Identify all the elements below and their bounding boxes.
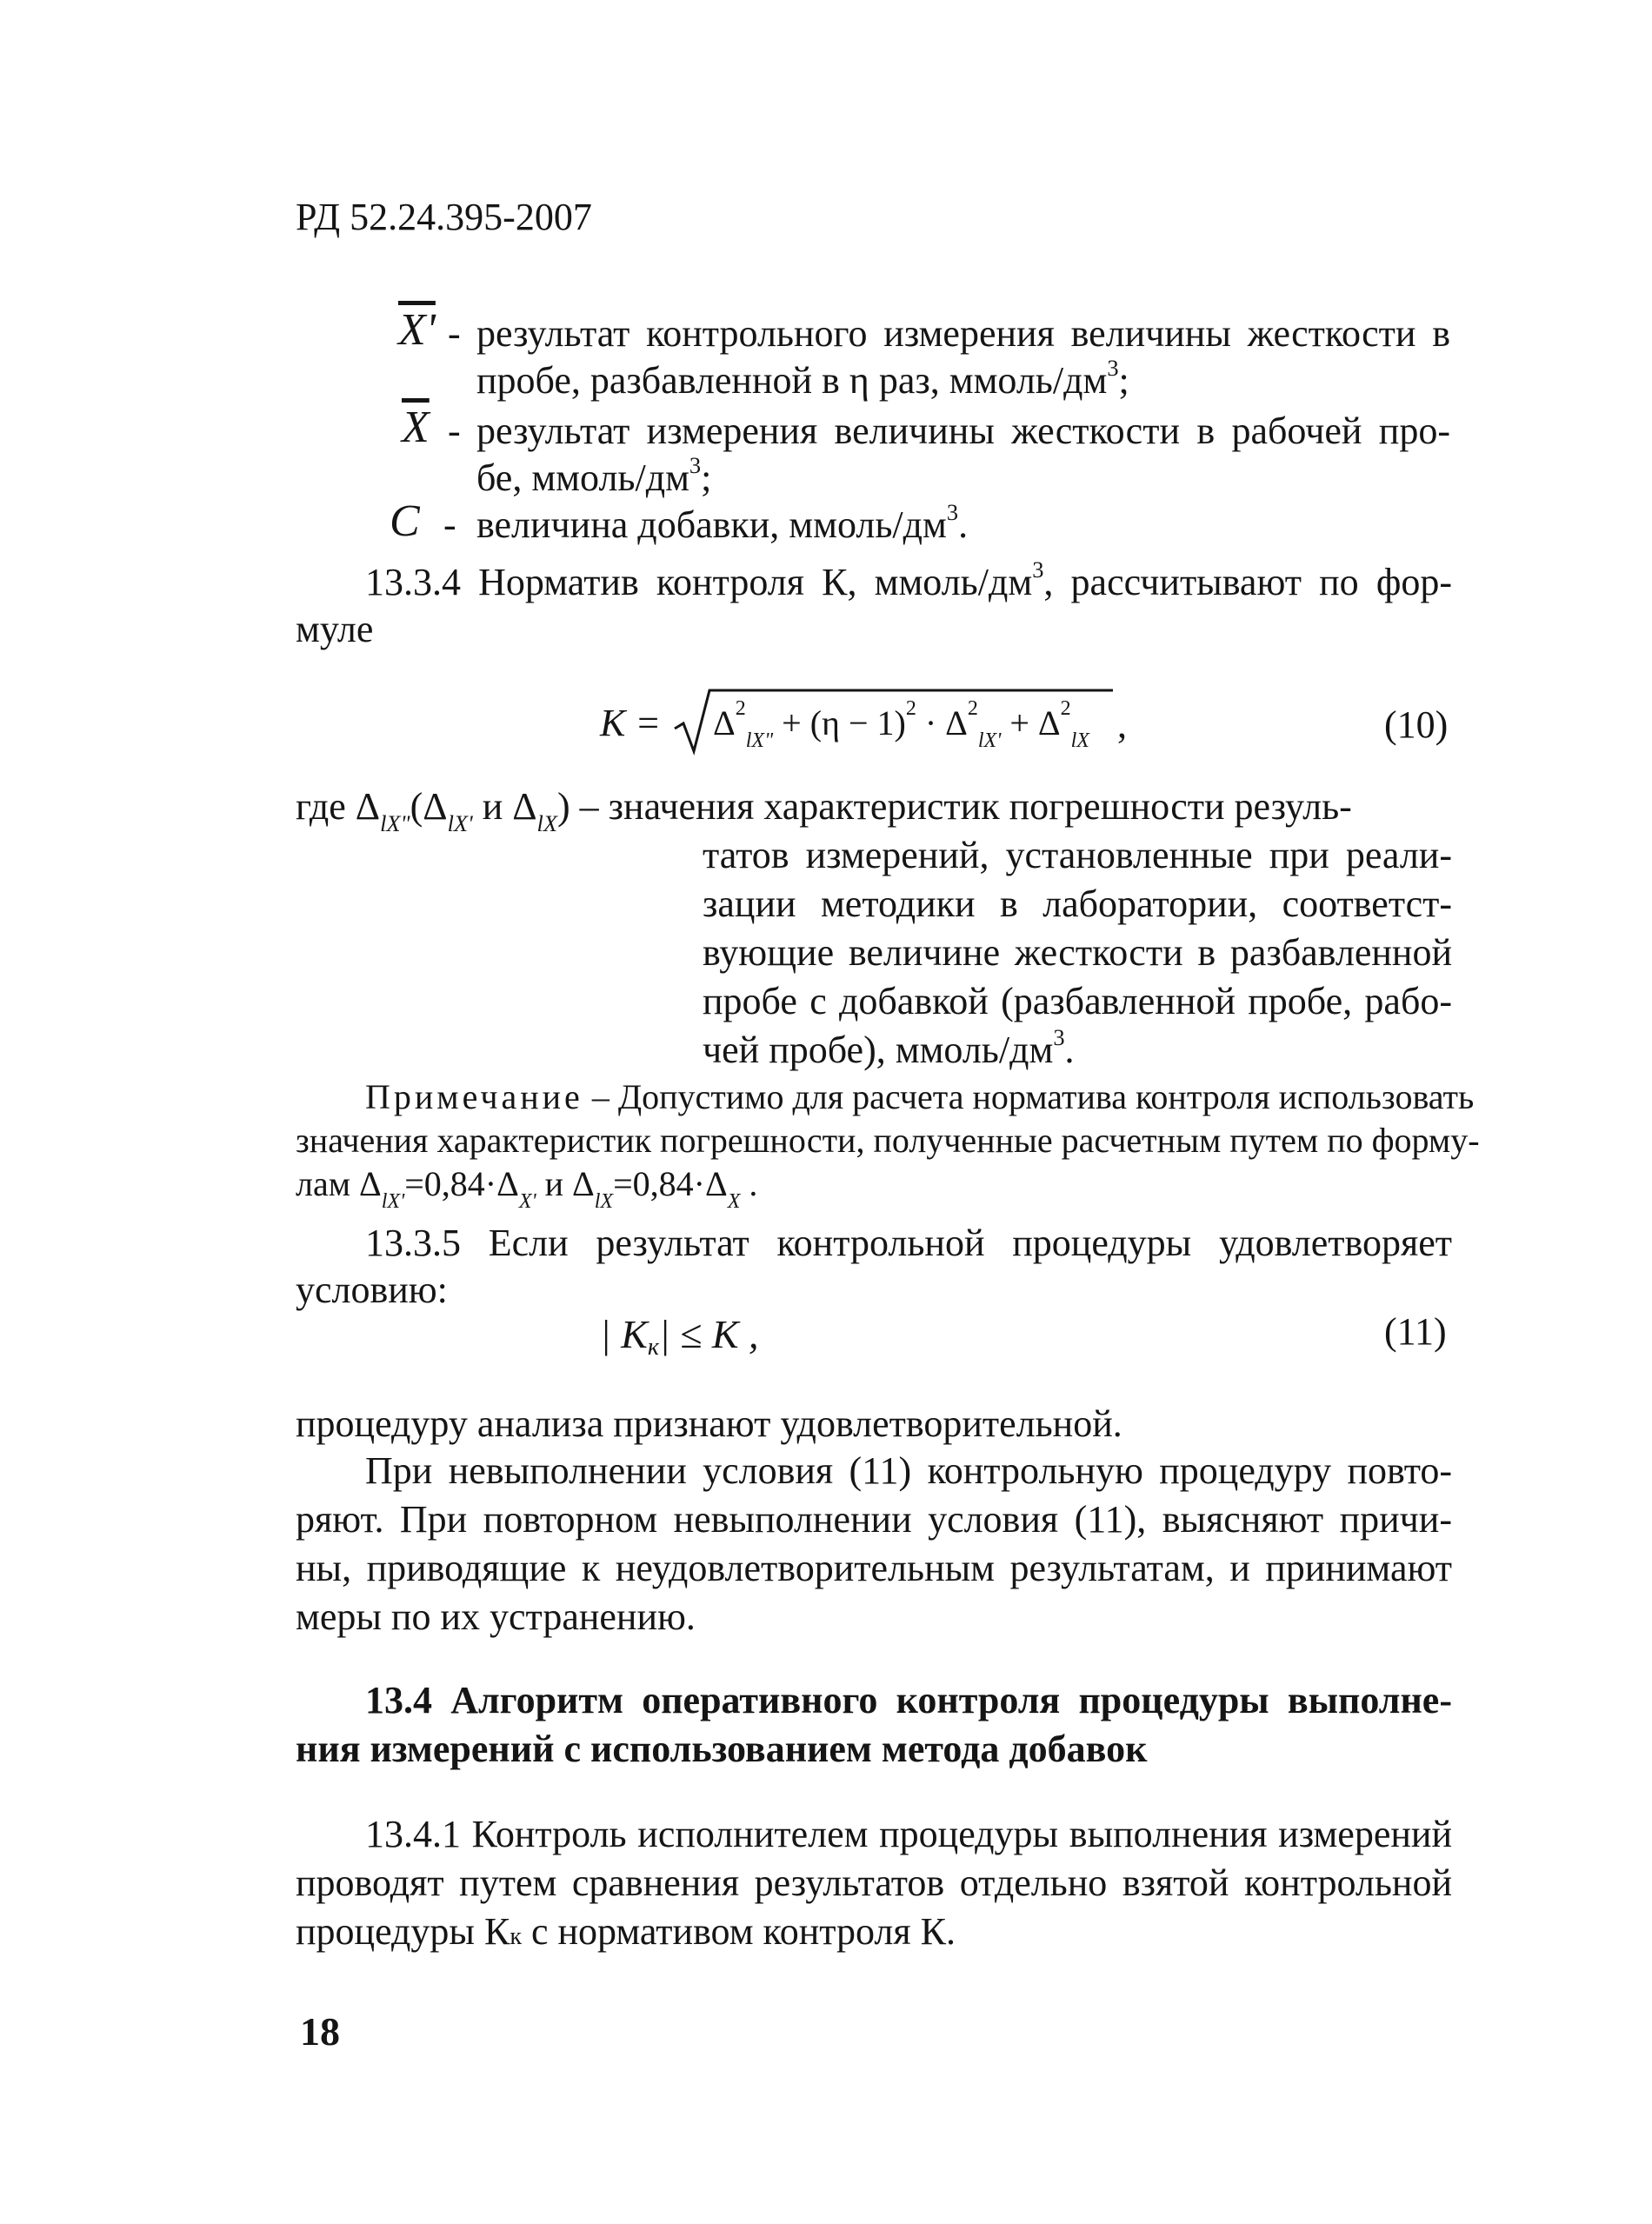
para-fail-line1: При невыполнении условия (11) контрольную процедуру повто-: [365, 1449, 1452, 1492]
para-1341-line2: проводят путем сравнения результатов отдельно взятой контрольной: [296, 1861, 1452, 1904]
where-line3: зации методики в лаборатории, соответст-: [703, 882, 1452, 925]
para-fail-line2: ряют. При повторном невыполнении условия (11), выясняют причи-: [296, 1498, 1452, 1541]
note-line2: значения характеристик погрешности, полученные расчетным путем по форму-: [296, 1121, 1480, 1160]
formula11-expression: | Kк| ≤ K ,: [600, 1312, 759, 1361]
para-fail-line3: ны, приводящие к неудовлетворительным результатам, и принимают: [296, 1547, 1452, 1589]
where-line1: где $\Delta_{lX"}(\Delta_{lX'}$ и $\Delta_{lX}$) – значения характеристик погрешности резуль-: [296, 785, 1352, 836]
where-line5: пробе с добавкой (разбавленной пробе, рабо-: [703, 980, 1452, 1022]
def-x-bar-line2: бе, ммоль/$дм^3$;: [476, 452, 712, 499]
formula10-expression: $\Delta^2_{lX"} + (\eta - 1)^2 \cdot \Delta^2_{lX'} + \Delta^2_{lX}$: [713, 697, 1089, 752]
formula10-number: (10): [1384, 703, 1449, 746]
para-1341-line3: процедуры Кк с нормативом контроля К.: [296, 1910, 956, 1953]
para-1334-line1: 13.3.4 Норматив контроля К, ммоль/$дм^3$, рассчитывают по фор-: [365, 556, 1452, 603]
para-fail-line4: меры по их устранению.: [296, 1595, 696, 1638]
para-1341-line1: 13.4.1 Контроль исполнителем процедуры выполнения измерений: [365, 1813, 1452, 1855]
def-dash: -: [448, 410, 461, 452]
def-symbol-c: C: [390, 496, 420, 546]
where-line2: татов измерений, установленные при реали-: [703, 834, 1452, 876]
section-134-heading-line2: ния измерений с использованием метода добавок: [296, 1728, 1148, 1770]
note-line1: Примечание – Допустимо для расчета норматива контроля использовать: [365, 1077, 1475, 1116]
def-x-bar-line1: результат измерения величины жесткости в рабочей про-: [476, 410, 1450, 452]
def-dash: -: [443, 503, 456, 546]
formula11-number: (11): [1384, 1310, 1447, 1353]
para-accept: процедуру анализа признают удовлетворительной.: [296, 1402, 1122, 1445]
doc-code: РД 52.24.395-2007: [296, 196, 592, 238]
section-134-heading-line1: 13.4 Алгоритм оперативного контроля процедуры выполне-: [365, 1679, 1452, 1721]
where-line6: чей пробе), ммоль/$дм^3$.: [703, 1024, 1075, 1071]
def-symbol-x-bar: $\overline{X}$: [402, 403, 430, 452]
def-symbol-x-prime: X': [398, 305, 436, 355]
def-x-prime-line1: результат контрольного измерения величины жесткости в: [476, 312, 1450, 355]
formula10-lhs: K =: [600, 702, 662, 744]
note-line3: лам $\Delta_{lX'}=0,84\cdot\Delta_{X'}$ и $\Delta_{lX}=0,84\cdot\Delta_X$ .: [296, 1164, 758, 1213]
para-1335-line1: 13.3.5 Если результат контрольной процедуры удовлетворяет: [365, 1222, 1452, 1264]
formula10-comma: ,: [1117, 703, 1127, 746]
para-1334-line2: муле: [296, 608, 374, 650]
para-1335-line2: условию:: [296, 1268, 448, 1311]
def-x-prime-line2: пробе, разбавленной в η раз, ммоль/$дм^3$;: [476, 355, 1129, 402]
where-line4: вующие величине жесткости в разбавленной: [703, 931, 1452, 974]
def-dash: -: [448, 312, 461, 355]
page-number: 18: [300, 2009, 340, 2054]
def-c-line1: величина добавки, ммоль/$дм^3$.: [476, 499, 969, 546]
